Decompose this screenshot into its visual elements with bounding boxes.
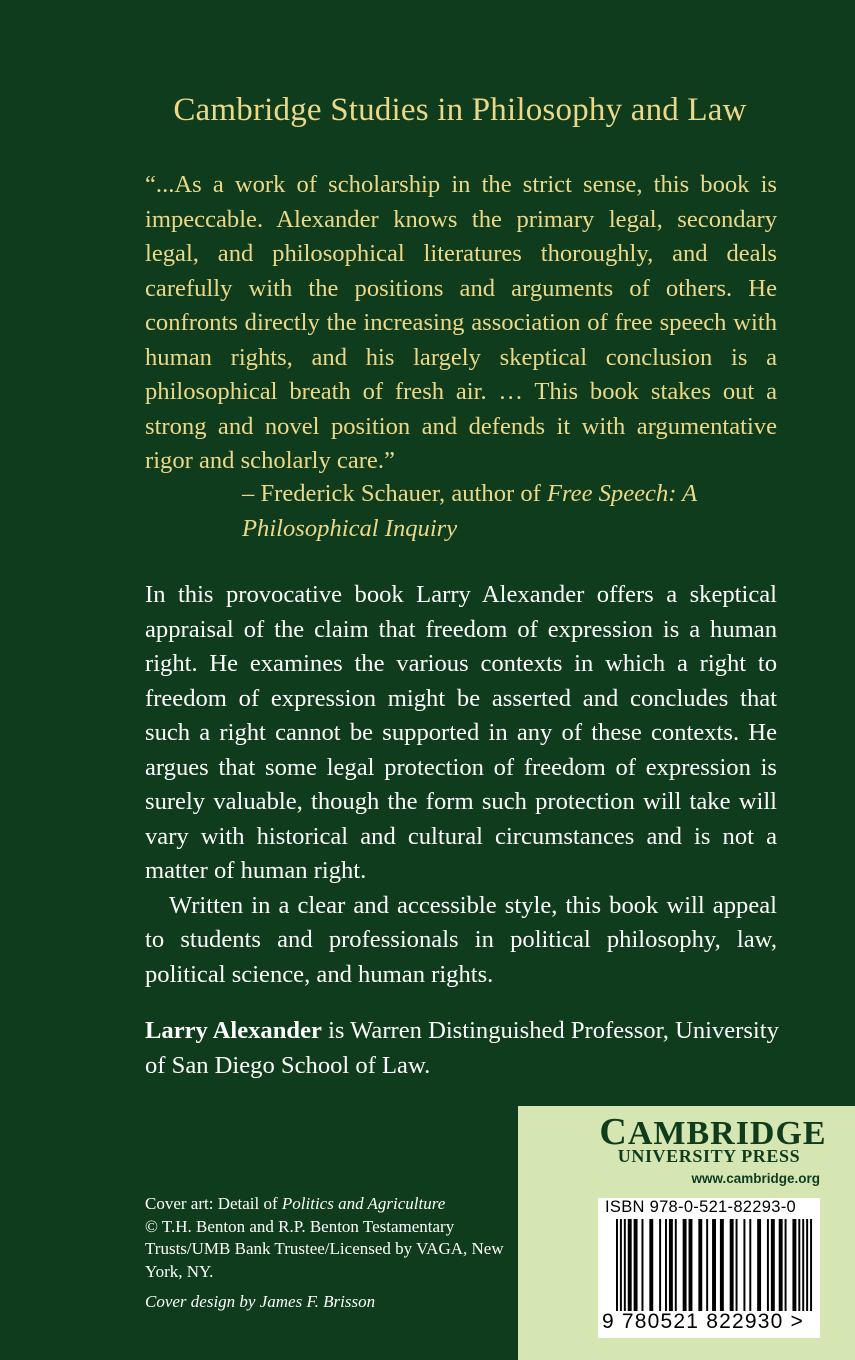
publisher-name-initial: C	[599, 1111, 628, 1153]
barcode-bar	[810, 1219, 812, 1311]
barcode-bar	[792, 1219, 796, 1311]
publisher-name-rest: AMBRIDGE	[627, 1115, 827, 1152]
description-paragraph-2: Written in a clear and accessible style, this book will appeal to students and professionals in political philosophy, law, political science, and human rights.	[145, 891, 777, 988]
attribution-book-title: Free Speech: A Philosophical Inquiry	[242, 480, 697, 542]
attribution-prefix: – Frederick Schauer, author of	[242, 480, 547, 507]
cover-art-title: Politics and Agriculture	[281, 1194, 446, 1213]
barcode-bar	[634, 1219, 638, 1311]
barcode-bar	[720, 1219, 724, 1311]
book-description	[145, 578, 777, 992]
barcode-bar	[779, 1219, 783, 1311]
publisher-url[interactable]: www.cambridge.org	[691, 1171, 820, 1186]
review-quote: “...As a work of scholarship in the strict sense, this book is impeccable. Alexander knows the primary legal, secondary legal, and philosophical literatures thoroughly, and deals carefully with the positions and arguments of others. He confronts directly the increasing association of free speech with human rights, and his largely skeptical conclusion is a philosophical breath of fresh air. … This book stakes out a strong and novel position and defends it with argumentative rigor and scholarly care.”	[145, 171, 777, 474]
barcode-bar	[712, 1219, 716, 1311]
cover-art-credits	[145, 1193, 505, 1283]
barcode-bar	[736, 1219, 738, 1311]
barcode-bar	[806, 1219, 808, 1311]
barcode-bar	[624, 1219, 626, 1311]
series-title: Cambridge Studies in Philosophy and Law	[173, 92, 747, 128]
quote-attribution	[242, 477, 782, 546]
barcode-bar	[757, 1219, 761, 1311]
barcode-bar	[669, 1219, 673, 1311]
author-bio	[145, 1014, 785, 1083]
author-name: Larry Alexander	[145, 1017, 322, 1044]
barcode-bar	[649, 1219, 653, 1311]
barcode-bar	[730, 1219, 734, 1311]
barcode-bar	[698, 1219, 702, 1311]
barcode-bar	[785, 1219, 787, 1311]
barcode-bar	[665, 1219, 667, 1311]
barcode-bar	[802, 1219, 804, 1311]
barcode-bar	[620, 1219, 622, 1311]
barcode-bar	[616, 1219, 618, 1311]
barcode-bar	[749, 1219, 751, 1311]
barcode-bar	[683, 1219, 687, 1311]
cover-art-prefix: Cover art: Detail of	[145, 1194, 282, 1213]
barcode-bar	[767, 1219, 769, 1311]
barcode-bar	[743, 1219, 745, 1311]
barcode-bars	[616, 1219, 814, 1311]
cover-design-credit: Cover design by James F. Brisson	[145, 1292, 376, 1311]
publisher-subtitle: UNIVERSITY PRESS	[617, 1146, 801, 1166]
isbn-label: ISBN 978-0-521-82293-0	[605, 1198, 796, 1216]
barcode-bar	[675, 1219, 677, 1311]
barcode-bar	[641, 1219, 643, 1311]
author-bio-text: is Warren Distinguished Professor, University of San Diego School of Law.	[145, 1017, 779, 1079]
barcode-bar	[659, 1219, 661, 1311]
barcode-bar	[798, 1219, 800, 1311]
barcode-bar	[706, 1219, 708, 1311]
barcode-digits: 9 780521 822930 >	[602, 1310, 804, 1333]
barcode-bar	[771, 1219, 775, 1311]
barcode-bar	[628, 1219, 632, 1311]
barcode-bar	[689, 1219, 693, 1311]
description-paragraph-1: In this provocative book Larry Alexander offers a skeptical appraisal of the claim that freedom of expression is a human right. He examines the various contexts in which a right to freedom of expression might be asserted and concludes that such a right cannot be supported in any of these contexts. He argues that some legal protection of freedom of expression is surely valuable, though the form such protection will take will vary with historical and cultural circumstances and is not a matter of human right.	[145, 581, 777, 884]
cover-art-copyright: © T.H. Benton and R.P. Benton Testamentary Trusts/UMB Bank Trustee/Licensed by VAGA, New York, NY.	[145, 1216, 504, 1281]
